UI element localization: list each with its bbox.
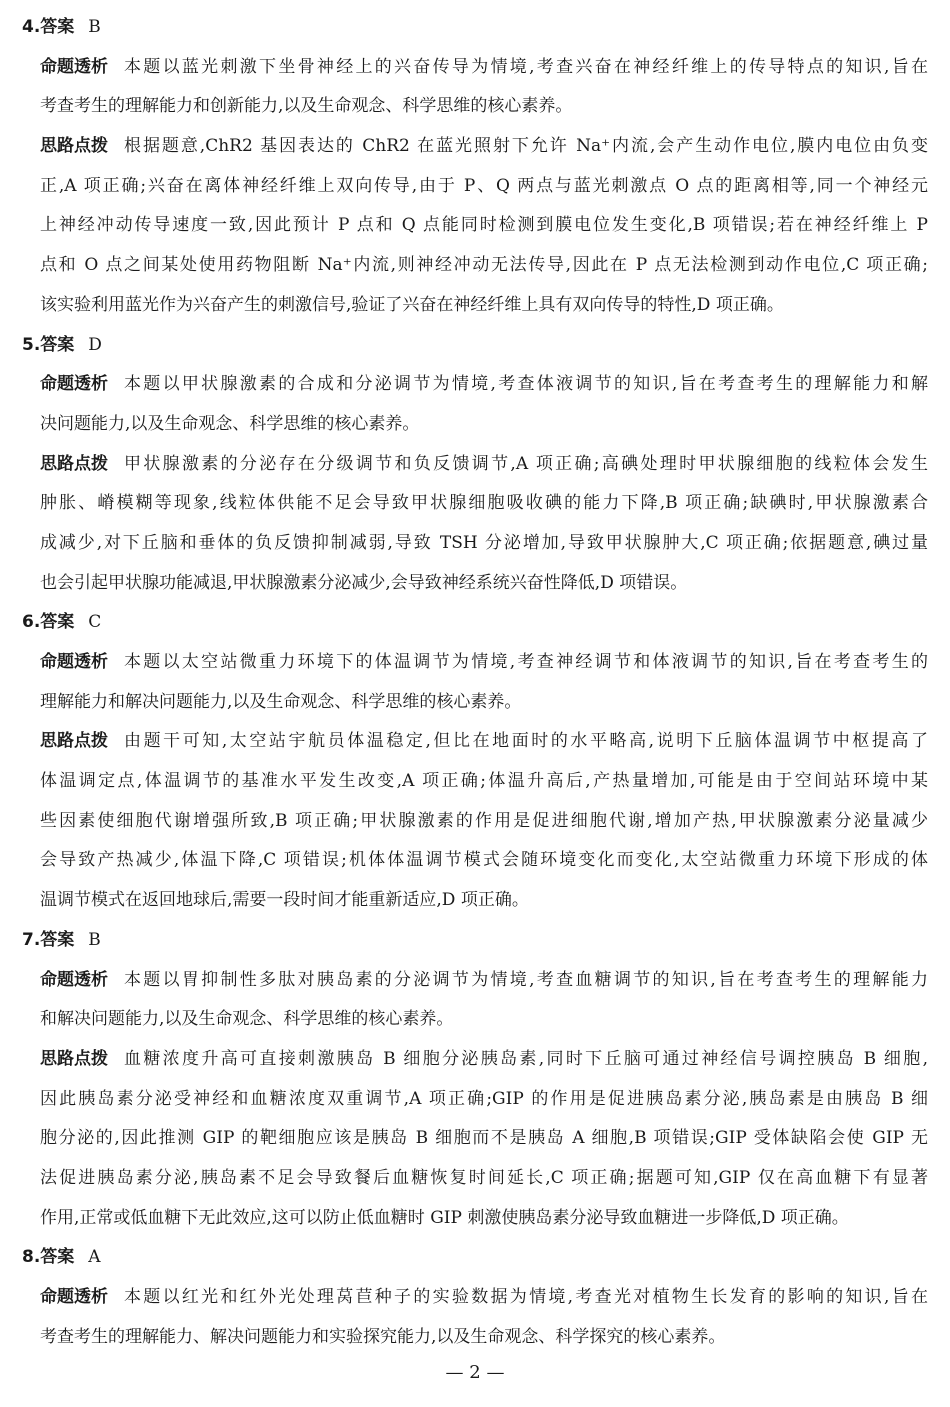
section-label: 命题透析 <box>40 969 108 990</box>
paragraph-line <box>40 206 928 246</box>
answer-value: A <box>88 1247 101 1268</box>
answer-item <box>0 326 950 604</box>
paragraph-line <box>40 841 928 881</box>
answer-label: 8.答案 <box>22 1247 75 1268</box>
line-text: 甲状腺激素的分泌存在分级调节和负反馈调节,A 项正确;高碘处理时甲状腺细胞的线粒体会发生 <box>124 453 928 474</box>
page-number: — 2 — <box>445 1362 505 1383</box>
paragraph-line <box>40 1199 928 1239</box>
paragraph-line <box>40 1159 928 1199</box>
line-text: 体温调定点,体温调节的基准水平发生改变,A 项正确;体温升高后,产热量增加,可能是由于空间站环境中某 <box>40 771 928 792</box>
answer-line <box>0 326 950 366</box>
paragraph-line <box>40 1278 928 1318</box>
answer-line <box>0 921 950 961</box>
line-text: 些因素使细胞代谢增强所致,B 项正确;甲状腺激素的作用是促进细胞代谢,增加产热,甲状腺激素分泌量减少 <box>40 810 928 831</box>
paragraph-line <box>40 1040 928 1080</box>
answer-item <box>0 603 950 921</box>
paragraph-line <box>40 762 928 802</box>
answer-label: 7.答案 <box>22 929 75 950</box>
line-text: 和解决问题能力,以及生命观念、科学思维的核心素养。 <box>40 1009 454 1030</box>
answer-value: C <box>88 612 102 633</box>
paragraph-line <box>40 445 928 485</box>
paragraph-line <box>40 1000 928 1040</box>
answer-line <box>0 603 950 643</box>
line-text: 血糖浓度升高可直接刺激胰岛 B 细胞分泌胰岛素,同时下丘脑可通过神经信号调控胰岛 B 细胞, <box>124 1048 928 1069</box>
line-text: 肿胀、嵴模糊等现象,线粒体供能不足会导致甲状腺细胞吸收碘的能力下降,B 项正确;缺碘时,甲状腺激素合 <box>40 493 928 514</box>
line-text: 该实验利用蓝光作为兴奋产生的刺激信号,验证了兴奋在神经纤维上具有双向传导的特性,D 项正确。 <box>40 294 784 315</box>
paragraph-line <box>40 405 928 445</box>
line-text: 本题以太空站微重力环境下的体温调节为情境,考查神经调节和体液调节的知识,旨在考查考生的 <box>124 652 928 672</box>
paragraph-line <box>40 1080 928 1120</box>
line-text: 决问题能力,以及生命观念、科学思维的核心素养。 <box>40 413 420 434</box>
answer-value: B <box>88 17 101 37</box>
section-label: 命题透析 <box>40 374 108 395</box>
answer-item <box>0 921 950 1239</box>
paragraph-line <box>40 246 928 286</box>
line-text: 由题干可知,太空站宇航员体温稳定,但比在地面时的水平略高,说明下丘脑体温调节中枢提高了 <box>124 731 928 752</box>
paragraph-line <box>40 1318 928 1358</box>
answer-line <box>0 1238 950 1278</box>
paragraph-line <box>40 524 928 564</box>
line-text: 上神经冲动传导速度一致,因此预计 P 点和 Q 点能同时检测到膜电位发生变化,B 项错误;若在神经纤维上 P <box>40 215 928 236</box>
paragraph-line <box>40 484 928 524</box>
section-label: 思路点拨 <box>40 731 108 752</box>
section-label: 思路点拨 <box>40 136 108 157</box>
paragraph-line <box>40 881 928 921</box>
line-text: 考查考生的理解能力和创新能力,以及生命观念、科学思维的核心素养。 <box>40 96 573 117</box>
answer-value: D <box>88 334 102 355</box>
paragraph-line <box>40 365 928 405</box>
paragraph-line <box>40 1119 928 1159</box>
paragraph-line <box>40 127 928 167</box>
paragraph-line <box>40 48 928 88</box>
section-label: 命题透析 <box>40 1287 108 1307</box>
line-text: 胞分泌的,因此推测 GIP 的靶细胞应该是胰岛 B 细胞而不是胰岛 A 细胞,B 项错误;GIP 受体缺陷会使 GIP 无 <box>40 1128 928 1149</box>
line-text: 正,A 项正确;兴奋在离体神经纤维上双向传导,由于 P、Q 两点与蓝光刺激点 O 点的距离相等,同一个神经元 <box>40 175 928 196</box>
line-text: 点和 O 点之间某处使用药物阻断 Na⁺内流,则神经冲动无法传导,因此在 P 点无法检测到动作电位,C 项正确; <box>40 255 928 276</box>
section-label: 命题透析 <box>40 56 108 77</box>
paragraph-line <box>40 564 928 604</box>
line-text: 会导致产热减少,体温下降,C 项错误;机体体温调节模式会随环境变化而变化,太空站微重力环境下形成的体 <box>40 850 928 871</box>
line-text: 考查考生的理解能力、解决问题能力和实验探究能力,以及生命观念、科学探究的核心素养。 <box>40 1326 726 1347</box>
paragraph-line <box>40 961 928 1001</box>
line-text: 理解能力和解决问题能力,以及生命观念、科学思维的核心素养。 <box>40 691 522 712</box>
line-text: 因此胰岛素分泌受神经和血糖浓度双重调节,A 项正确;GIP 的作用是促进胰岛素分泌,胰岛素是由胰岛 B 细 <box>40 1088 928 1109</box>
line-text: 成减少,对下丘脑和垂体的负反馈抑制减弱,导致 TSH 分泌增加,导致甲状腺肿大,C 项正确;依据题意,碘过量 <box>40 532 928 553</box>
answer-label: 6.答案 <box>22 612 75 633</box>
line-text: 法促进胰岛素分泌,胰岛素不足会导致餐后血糖恢复时间延长,C 项正确;据题可知,GIP 仅在高血糖下有显著 <box>40 1167 928 1188</box>
paragraph-line <box>40 722 928 762</box>
answer-label: 4.答案 <box>22 17 75 37</box>
paragraph-line <box>40 167 928 207</box>
answer-label: 5.答案 <box>22 334 75 355</box>
section-label: 命题透析 <box>40 652 108 672</box>
paragraph-line <box>40 286 928 326</box>
line-text: 作用,正常或低血糖下无此效应,这可以防止低血糖时 GIP 刺激使胰岛素分泌导致血糖进一步降低,D 项正确。 <box>40 1207 849 1228</box>
paragraph-line <box>40 87 928 127</box>
paragraph-line <box>40 643 928 683</box>
line-text: 本题以红光和红外光处理莴苣种子的实验数据为情境,考查光对植物生长发育的影响的知识,旨在 <box>124 1287 928 1307</box>
line-text: 也会引起甲状腺功能减退,甲状腺激素分泌减少,会导致神经系统兴奋性降低,D 项错误。 <box>40 572 688 593</box>
answer-value: B <box>88 929 101 950</box>
line-text: 本题以甲状腺激素的合成和分泌调节为情境,考查体液调节的知识,旨在考查考生的理解能力和解 <box>124 374 928 395</box>
paragraph-line <box>40 802 928 842</box>
answer-line <box>0 8 950 48</box>
line-text: 根据题意,ChR2 基因表达的 ChR2 在蓝光照射下允许 Na⁺内流,会产生动作电位,膜内电位由负变 <box>124 136 928 157</box>
answer-item <box>0 1238 950 1357</box>
line-text: 本题以蓝光刺激下坐骨神经上的兴奋传导为情境,考查兴奋在神经纤维上的传导特点的知识,旨在 <box>124 56 928 77</box>
section-label: 思路点拨 <box>40 1048 108 1069</box>
answer-item <box>0 8 950 326</box>
line-text: 温调节模式在返回地球后,需要一段时间才能重新适应,D 项正确。 <box>40 890 529 911</box>
answer-document <box>0 8 950 1357</box>
section-label: 思路点拨 <box>40 453 108 474</box>
line-text: 本题以胃抑制性多肽对胰岛素的分泌调节为情境,考查血糖调节的知识,旨在考查考生的理解能力 <box>124 969 928 990</box>
paragraph-line <box>40 683 928 723</box>
